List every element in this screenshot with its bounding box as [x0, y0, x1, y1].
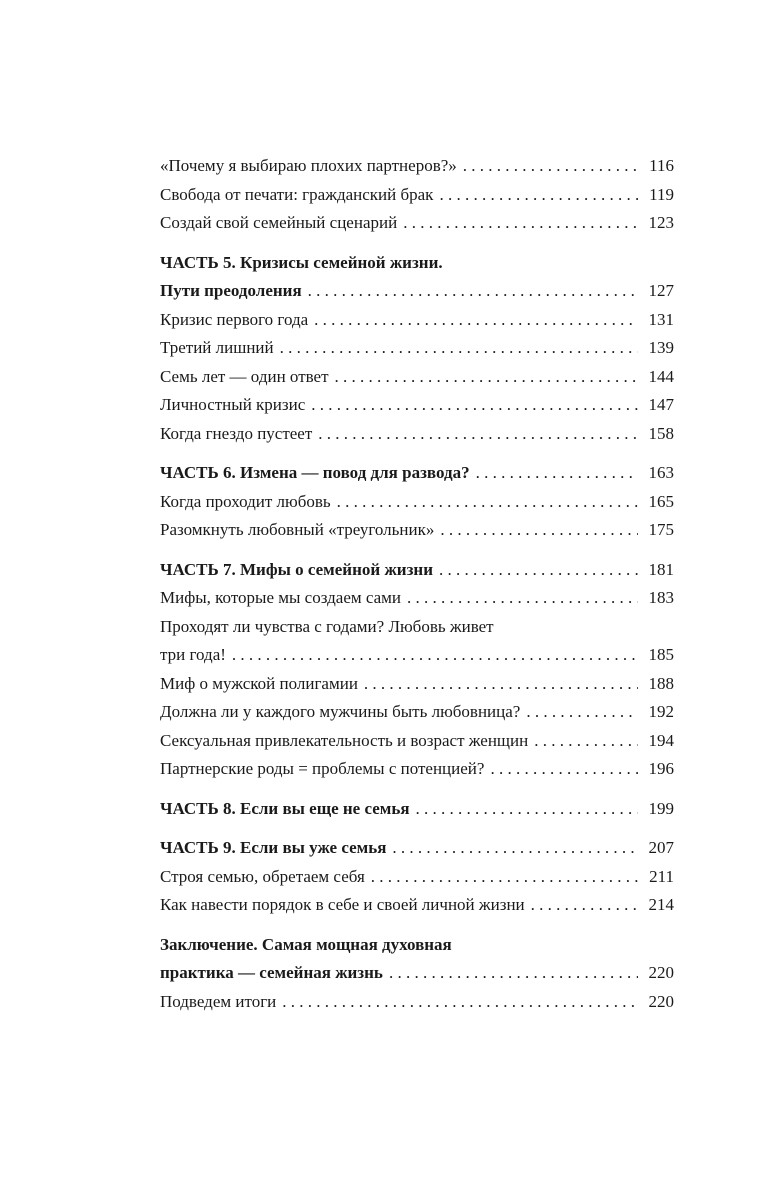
toc-entry-title: Мифы, которые мы создаем сами [160, 588, 402, 607]
toc-page-number: 185 [648, 645, 674, 664]
toc-entry-title: Свобода от печати: гражданский брак [160, 184, 434, 204]
toc-entry-title: Третий лишний [160, 338, 274, 357]
dot-leader [476, 459, 638, 488]
toc-page-number: 139 [648, 338, 674, 357]
toc-page-number: 207 [648, 838, 674, 857]
dot-leader [232, 641, 638, 670]
toc-entry-title: ЧАСТЬ 8. Если вы еще не семья [160, 798, 410, 818]
toc-page-number: 192 [648, 702, 674, 721]
toc-entry [160, 488, 674, 517]
toc-entry-title: Разомкнуть любовный «треугольник» [160, 520, 435, 539]
toc-page-number: 214 [648, 895, 674, 914]
toc-entry-title: Партнерские роды = проблемы с потенцией? [160, 759, 485, 778]
toc-page-number: 158 [648, 423, 674, 443]
toc-entry-title: Пути преодоления [160, 281, 302, 300]
toc-part-heading [160, 556, 674, 585]
toc-page-number: 175 [648, 520, 674, 539]
toc-entry-title-line: Проходят ли чувства с годами? Любовь живет [160, 616, 494, 636]
toc-entry [160, 391, 674, 420]
toc-page-number: 123 [648, 213, 674, 232]
toc-page-number: 220 [648, 963, 674, 982]
toc-entry [160, 420, 674, 449]
toc-entry [160, 670, 674, 699]
toc-page-number: 183 [648, 588, 674, 607]
toc-page-number: 127 [648, 281, 674, 300]
dot-leader [463, 152, 638, 181]
toc-section [160, 249, 674, 449]
toc-page-number: 181 [648, 559, 674, 579]
toc-section [160, 459, 674, 545]
toc-entry-title: Сексуальная привлекательность и возраст женщин [160, 730, 529, 750]
toc-page-number: 131 [648, 309, 674, 329]
toc-page-number: 196 [648, 759, 674, 778]
toc-entry-title: три года! [160, 645, 226, 664]
dot-leader [403, 209, 638, 238]
toc-page-number: 165 [648, 491, 674, 511]
toc-page-number: 147 [648, 395, 674, 414]
toc-entry-title: Когда гнездо пустеет [160, 423, 313, 443]
dot-leader [534, 727, 638, 756]
dot-leader [416, 795, 638, 824]
toc-part-heading [160, 959, 674, 988]
toc-entry [160, 306, 674, 335]
dot-leader [308, 277, 638, 306]
dot-leader [526, 698, 638, 727]
dot-leader [314, 306, 638, 335]
toc-page-number: 211 [649, 866, 674, 886]
toc-entry-title: Когда проходит любовь [160, 491, 331, 511]
dot-leader [490, 755, 638, 784]
toc-page-number: 116 [649, 156, 674, 175]
dot-leader [371, 863, 638, 892]
toc-entry [160, 181, 674, 210]
dot-leader [407, 584, 638, 613]
toc-part-heading [160, 834, 674, 863]
toc-entry [160, 641, 674, 670]
dot-leader [389, 959, 638, 988]
dot-leader [531, 891, 638, 920]
toc-part-heading [160, 795, 674, 824]
dot-leader [337, 488, 638, 517]
toc-entry-title: «Почему я выбираю плохих партнеров?» [160, 156, 457, 175]
dot-leader [335, 363, 638, 392]
toc-page-number: 194 [648, 730, 674, 750]
dot-leader [282, 988, 638, 1017]
toc-section [160, 152, 674, 238]
toc-entry [160, 363, 674, 392]
toc-entry-title: ЧАСТЬ 6. Измена — повод для развода? [160, 463, 470, 482]
dot-leader [440, 516, 638, 545]
toc-entry [160, 727, 674, 756]
dot-leader [311, 391, 638, 420]
toc-entry [160, 755, 674, 784]
toc-entry [160, 863, 674, 892]
toc-part-heading [160, 277, 674, 306]
toc-entry-title: Миф о мужской полигамии [160, 673, 358, 693]
toc-entry-title: ЧАСТЬ 7. Мифы о семейной жизни [160, 559, 433, 579]
toc-page-number: 119 [649, 184, 674, 204]
toc-entry-title: Должна ли у каждого мужчины быть любовница? [160, 702, 521, 721]
toc-page-number: 220 [648, 991, 674, 1011]
toc-entry-title: Личностный кризис [160, 395, 306, 414]
toc-page-number: 199 [648, 798, 674, 818]
toc-page-number: 188 [648, 673, 674, 693]
toc-section [160, 931, 674, 1017]
toc-entry-title: Семь лет — один ответ [160, 366, 329, 386]
toc-entry-title: Как навести порядок в себе и своей личной жизни [160, 895, 525, 914]
dot-leader [392, 834, 638, 863]
dot-leader [318, 420, 638, 449]
toc-entry-title-line: Заключение. Самая мощная духовная [160, 934, 452, 954]
toc-section [160, 556, 674, 784]
toc-entry [160, 152, 674, 181]
toc-entry [160, 516, 674, 545]
toc-entry [160, 698, 674, 727]
table-of-contents [160, 152, 674, 1016]
toc-entry-title: Кризис первого года [160, 309, 309, 329]
dot-leader [280, 334, 638, 363]
toc-section [160, 834, 674, 920]
toc-part-heading [160, 459, 674, 488]
toc-entry-title: Создай свой семейный сценарий [160, 213, 398, 232]
toc-entry [160, 334, 674, 363]
toc-entry-title: ЧАСТЬ 9. Если вы уже семья [160, 838, 387, 857]
toc-entry [160, 891, 674, 920]
toc-entry-title-line: ЧАСТЬ 5. Кризисы семейной жизни. [160, 252, 443, 272]
toc-page-number: 144 [648, 366, 674, 386]
toc-entry-title: Подведем итоги [160, 991, 277, 1011]
dot-leader [439, 181, 638, 210]
dot-leader [439, 556, 638, 585]
toc-section [160, 795, 674, 824]
toc-entry [160, 209, 674, 238]
toc-page-number: 163 [648, 463, 674, 482]
toc-entry-title: Строя семью, обретаем себя [160, 866, 365, 886]
toc-entry [160, 584, 674, 613]
toc-entry-title: практика — семейная жизнь [160, 963, 383, 982]
toc-entry [160, 988, 674, 1017]
dot-leader [364, 670, 638, 699]
